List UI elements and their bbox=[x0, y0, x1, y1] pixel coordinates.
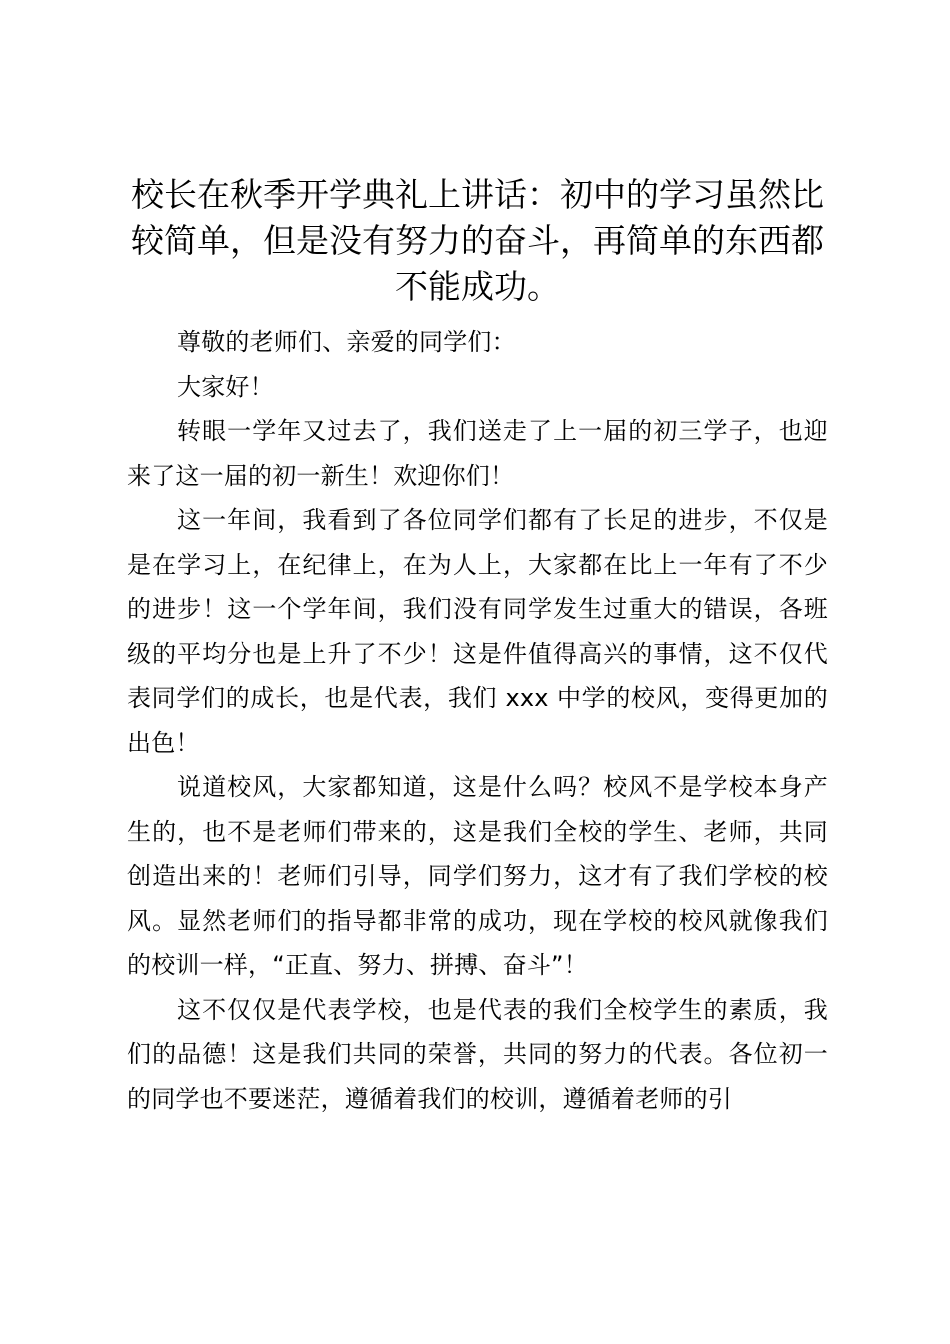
body-paragraph: 这不仅仅是代表学校，也是代表的我们全校学生的素质，我们的品德！这是我们共同的荣誉，共同的努力的代表。各位初一的同学也不要迷茫，遵循着我们的校训，遵循着老师的引 bbox=[127, 995, 828, 1113]
body-paragraph: 说道校风，大家都知道，这是什么吗？校风不是学校本身产生的，也不是老师们带来的，这是我们全校的学生、老师，共同创造出来的！老师们引导，同学们努力，这才有了我们学校的校风。显然老师们的指导都非常的成功，现在学校的校风就像我们的校训一样，“正直、努力、拼搏、奋斗”！ bbox=[127, 773, 828, 979]
greeting-paragraph: 大家好！ bbox=[177, 372, 274, 401]
body-paragraph: 这一年间，我看到了各位同学们都有了长足的进步，不仅是是在学习上，在纪律上，在为人上，大家都在比上一年有了不少的进步！这一个学年间，我们没有同学发生过重大的错误，各班级的平均分也是上升了不少！这是件值得高兴的事情，这不仅代表同学们的成长，也是代表，我们 xxx 中学的校风，变得更加的出色！ bbox=[127, 506, 828, 757]
body-paragraph: 转眼一学年又过去了，我们送走了上一届的初三学子，也迎来了这一届的初一新生！欢迎你们！ bbox=[127, 417, 828, 490]
document-body bbox=[127, 320, 828, 1121]
salutation-paragraph: 尊敬的老师们、亲爱的同学们： bbox=[177, 328, 516, 356]
document-title: 校长在秋季开学典礼上讲话：初中的学习虽然比较简单，但是没有努力的奋斗，再简单的东西都不能成功。 bbox=[131, 175, 824, 306]
